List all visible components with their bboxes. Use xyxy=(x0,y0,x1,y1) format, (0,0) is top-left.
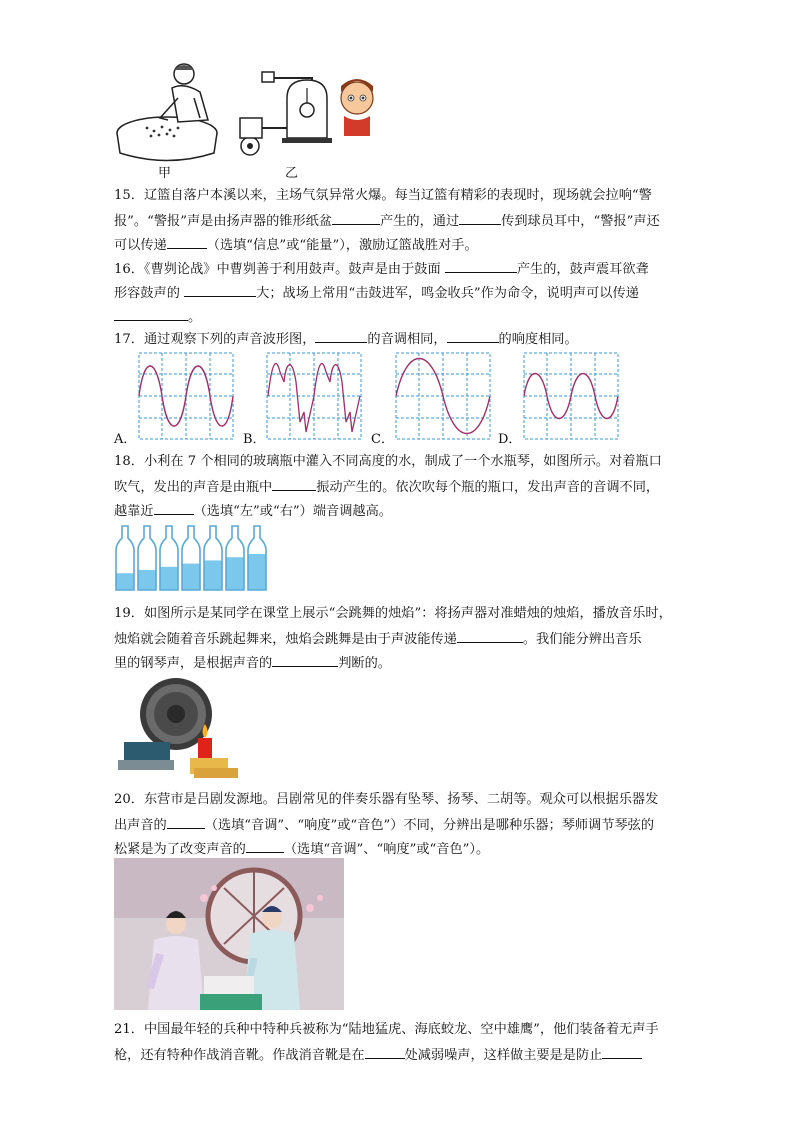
water-bottle xyxy=(226,526,244,590)
q17-line-1: 17．通过观察下列的声音波形图， 的音调相同， 的响度相同。 xyxy=(114,328,578,350)
figure-jia-drum-rice xyxy=(112,58,222,168)
q17-waveform-a xyxy=(138,352,234,440)
q16-line-1: 16．《曹刿论战》中曹刿善于利用鼓声。鼓声是由于鼓面 产生的，鼓声震耳欲聋 xyxy=(114,258,649,280)
q15-line-1: 15．辽篮自落户本溪以来，主场气氛异常火爆。每当辽篮有精彩的表现时，现场就会拉响“警 xyxy=(114,188,652,203)
q20-blank-1[interactable] xyxy=(167,814,205,829)
q17-option-d[interactable]: D． xyxy=(498,432,522,447)
q21-line-2: 枪，还有特种作战消音靴。作战消音靴是在 处减弱噪声，这样做主要是是防止 xyxy=(114,1044,642,1066)
q17-option-c[interactable]: C． xyxy=(371,432,394,447)
water-bottle xyxy=(182,526,200,590)
q15-blank-1[interactable] xyxy=(332,210,380,225)
q15-line-3: 可以传递 （选填“信息”或“能量”），激励辽篮战胜对手。 xyxy=(114,234,478,256)
q15-line-2: 报”。“警报”声是由扬声器的锥形纸盆 产生的，通过 传到球员耳中，“警报”声还 xyxy=(114,210,660,232)
q21-blank-2[interactable] xyxy=(602,1044,642,1059)
opera-photo xyxy=(114,858,344,1010)
q19-blank-1[interactable] xyxy=(457,628,523,643)
caption-jia: 甲 xyxy=(158,166,172,181)
q20-line-2: 出声音的 （选填“音调”、“响度”或“音色”）不同，分辨出是哪种乐器；琴师调节琴弦的 xyxy=(114,814,654,836)
q20-line-3: 松紧是为了改变声音的 （选填“音调”、“响度”或“音色”）。 xyxy=(114,838,489,860)
q17-waveform-b xyxy=(266,352,362,440)
q18-line-3: 越靠近 （选填“左”或“右”）端音调越高。 xyxy=(114,500,392,522)
q19-line-3: 里的钢琴声，是根据声音的 判断的。 xyxy=(114,652,391,674)
q17-waveform-d xyxy=(523,352,619,440)
q17-option-b[interactable]: B． xyxy=(243,432,266,447)
q19-line-1: 19．如图所示是某同学在课堂上展示“会跳舞的烛焰”：将扬声器对准蜡烛的烛焰，播放音乐时， xyxy=(114,606,672,621)
q18-line-2: 吹气，发出的声音是由瓶中 振动产生的。依次吹每个瓶的瓶口，发出声音的音调不同， xyxy=(114,476,659,498)
water-bottle xyxy=(248,526,266,590)
q21-blank-1[interactable] xyxy=(365,1044,405,1059)
q20-line-1: 20．东营市是吕剧发源地。吕剧常见的伴奏乐器有坠琴、扬琴、二胡等。观众可以根据乐器发 xyxy=(114,792,659,807)
q16-blank-3[interactable] xyxy=(114,306,188,321)
q15-blank-3[interactable] xyxy=(167,234,207,249)
q15-blank-2[interactable] xyxy=(459,210,501,225)
q19-blank-2[interactable] xyxy=(272,652,338,667)
q16-line-2: 形容鼓声的 大；战场上常用“击鼓进军，鸣金收兵”作为命令，说明声可以传递 xyxy=(114,282,639,304)
water-bottle xyxy=(204,526,222,590)
water-bottle xyxy=(160,526,178,590)
water-bottle xyxy=(116,526,134,590)
q18-blank-1[interactable] xyxy=(272,476,316,491)
q17-blank-1[interactable] xyxy=(315,328,367,343)
q17-blank-2[interactable] xyxy=(447,328,499,343)
q16-line-3: 。 xyxy=(114,306,201,328)
q17-option-a[interactable]: A． xyxy=(114,432,137,447)
q20-blank-2[interactable] xyxy=(246,838,284,853)
water-bottle xyxy=(138,526,156,590)
q17-waveform-c xyxy=(395,352,491,440)
water-bottles-figure xyxy=(112,524,272,592)
q21-line-1: 21．中国最年轻的兵种中特种兵被称为“陆地猛虎、海底蛟龙、空中雄鹰”，他们装备着无声手 xyxy=(114,1022,659,1037)
q18-blank-2[interactable] xyxy=(154,500,194,515)
caption-yi: 乙 xyxy=(285,166,299,181)
q16-blank-1[interactable] xyxy=(445,258,517,273)
q19-line-2: 烛焰就会随着音乐跳起舞来，烛焰会跳舞是由于声波能传递 。我们能分辨出音乐 xyxy=(114,628,642,650)
q16-blank-2[interactable] xyxy=(184,282,256,297)
figure-yi-bell-jar xyxy=(232,58,382,168)
q18-line-1: 18．小利在 7 个相同的玻璃瓶中灌入不同高度的水，制成了一个水瓶琴，如图所示。对着瓶口 xyxy=(114,454,662,469)
speaker-candle-figure xyxy=(114,672,244,780)
